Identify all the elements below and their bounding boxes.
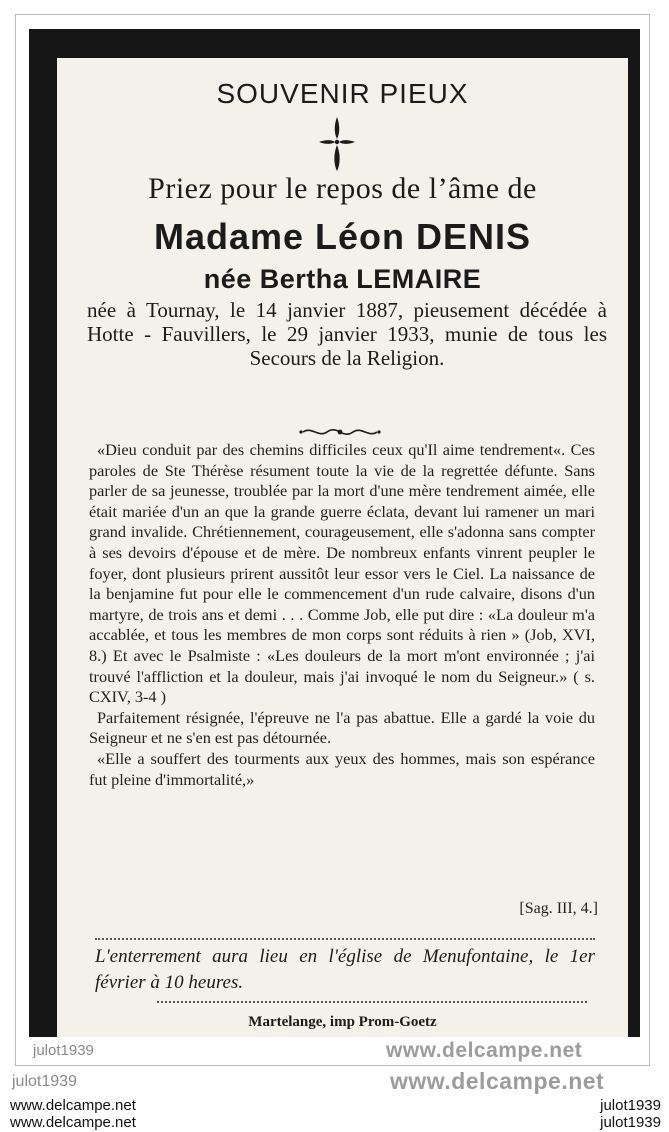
cross-icon <box>317 115 357 173</box>
eulogy-text <box>89 440 595 790</box>
memorial-card <box>57 58 628 1037</box>
dotted-rule <box>95 938 595 940</box>
footer-user-link[interactable]: julot1939 <box>600 1114 661 1131</box>
prayer-line: Priez pour le repos de l’âme de <box>148 172 537 205</box>
watermark-site: www.delcampe.net <box>390 1068 605 1094</box>
footer-site-link[interactable]: www.delcampe.net <box>10 1114 136 1131</box>
eulogy-paragraph: «Dieu conduit par des chemins difficiles ceux qu'Il aime tendrement«. Ces paroles de Ste Thérèse résument toute la vie de la regrettée défunte. Sans parler de sa jeunesse, troublée par la mort d'une mère tendrement aimée, elle était mariée d'un an que la grande guerre éclata, devant lui ramener un mari grand invalide. Chrétiennement, courageusement, elle s'adonna sans compter à ses devoirs d'épouse et de mère. De nombreux enfants vinrent peupler le foyer, dont plusieurs prirent aussitôt leur essor vers le Ciel. La naissance de la benjamine fut pour elle le commencement d'un rude calvaire, disons d'un martyre, de trois ans et demi . . . Comme Job, elle put dire : «La douleur m'a accablée, et tous les membres de mon corps sont réduits à rien » (Job, XVI, 8.) Et avec le Psalmiste : «Les douleurs de la mort m'ont environnée ; j'ai trouvé l'affliction et la douleur, mais j'ai invoqué le nom du Seigneur.» ( s. CXIV, 3-4 ) <box>89 440 595 707</box>
eulogy-paragraph: Parfaitement résignée, l'épreuve ne l'a pas abattue. Elle a gardé la voie du Seigneur et ne s'en est pas détournée. <box>89 707 595 748</box>
biography: née à Tournay, le 14 janvier 1887, pieusement décédée à Hotte - Fauvillers, le 29 janvier 1933, munie de tous les Secours de la Religion. <box>87 298 607 370</box>
footer-site-link[interactable]: www.delcampe.net <box>10 1097 136 1114</box>
dotted-rule <box>157 1001 587 1003</box>
footer-user-link[interactable]: julot1939 <box>600 1097 661 1114</box>
funeral-notice: L'enterrement aura lieu en l'église de Menufontaine, le 1er février à 10 heures. <box>95 946 595 993</box>
watermark-site: www.delcampe.net <box>386 1039 583 1062</box>
deceased-name: Madame Léon DENIS <box>153 216 532 257</box>
watermark-user: julot1939 <box>33 1042 94 1059</box>
eulogy-paragraph: «Elle a souffert des tourments aux yeux des hommes, mais son espérance fut pleine d'immortalité,» <box>89 748 595 789</box>
printer-imprint: Martelange, imp Prom-Goetz <box>248 1014 437 1030</box>
scripture-reference: [Sag. III, 4.] <box>519 900 598 917</box>
watermark-user: julot1939 <box>12 1073 77 1090</box>
maiden-name: née Bertha LEMAIRE <box>203 264 482 294</box>
ornament-divider <box>297 424 383 440</box>
card-heading: SOUVENIR PIEUX <box>216 78 469 109</box>
